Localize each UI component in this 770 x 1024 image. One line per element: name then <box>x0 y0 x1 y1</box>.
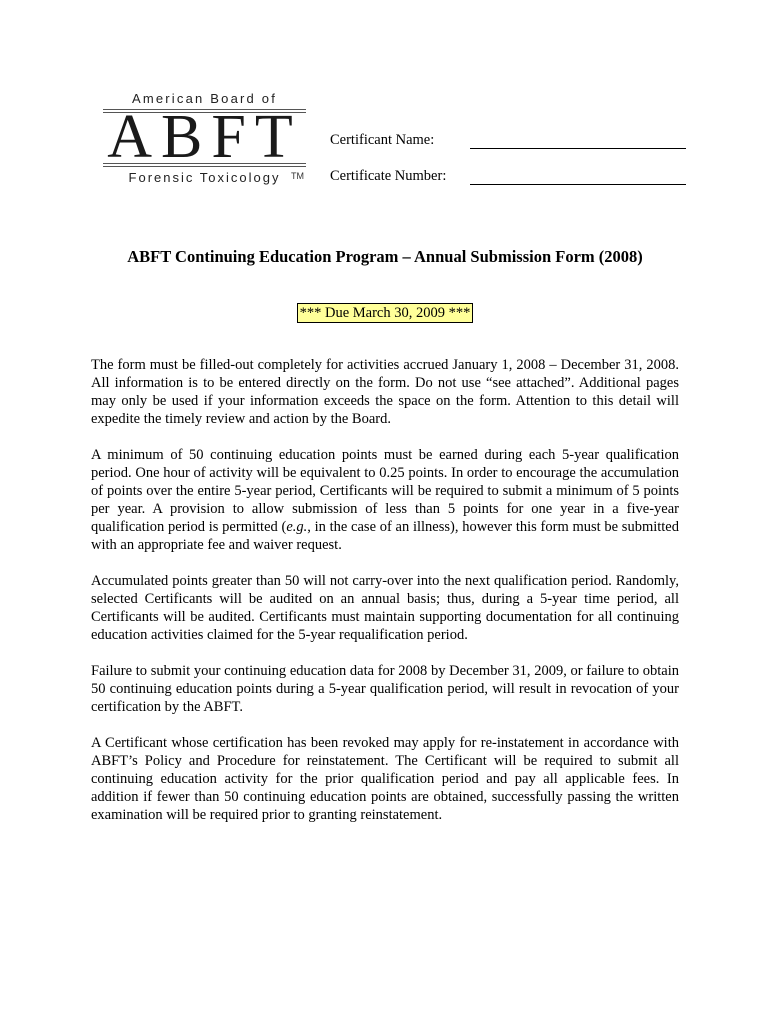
trademark-mark: TM <box>291 171 304 181</box>
page-title: ABFT Continuing Education Program – Annual Submission Form (2008) <box>127 247 643 266</box>
paragraph-minimum-points <box>91 446 679 554</box>
paragraph-audit-policy: Accumulated points greater than 50 will not carry-over into the next qualification period. Randomly, selected Certificants will be audited on an annual basis; thus, during a 5-year time period, all Certificants will be audited. Certificants must maintain supporting documentation for all continuing education activities claimed for the 5-year requalification period. <box>91 573 679 643</box>
logo-bottom-text: Forensic Toxicology <box>128 170 281 185</box>
certificant-name-row <box>330 132 690 154</box>
certificate-number-label: Certificate Number: <box>330 168 447 184</box>
certificant-name-label: Certificant Name: <box>330 132 435 148</box>
certificant-name-field[interactable] <box>470 148 686 149</box>
paragraph-submission-instructions: The form must be filled-out completely for activities accrued January 1, 2008 – December 31, 2008. All information is to be entered directly on the form. Do not use “see attached”. Additional pages may only be used if your information exceeds the space on the form. Attention to this detail will expedite the timely review and action by the Board. <box>91 357 679 427</box>
certificate-number-field[interactable] <box>470 184 686 185</box>
paragraph-minimum-points-italic: e.g. <box>286 519 308 535</box>
instructions-body <box>91 356 679 842</box>
paragraph-reinstatement: A Certificant whose certification has been revoked may apply for re-instatement in accordance with ABFT’s Policy and Procedure for reinstatement. The Certificant will be required to submit all continuing education activity for the prior qualification period and pay all applicable fees. In addition if fewer than 50 continuing education points are obtained, successfully passing the written examination will be required prior to granting reinstatement. <box>91 735 679 823</box>
logo-rule-bottom-inner <box>103 163 306 164</box>
logo-top-text: American Board of <box>131 91 278 106</box>
paragraph-minimum-points-part1: A minimum of 50 continuing education points must be earned during each 5-year qualification period. One hour of activity will be equivalent to 0.25 points. In order to encourage the accumulation of points over the entire 5-year period, Certificants will be required to submit a minimum of 5 points per year. A provision to allow submission of less than 5 points for one year in a five-year qualification period is permitted ( <box>91 447 679 535</box>
paragraph-revocation: Failure to submit your continuing education data for 2008 by December 31, 2009, or failure to obtain 50 continuing education points during a 5-year qualification period, will result in revocation of your certification by the ABFT. <box>91 663 679 715</box>
due-date-badge: *** Due March 30, 2009 *** <box>297 303 474 323</box>
due-notice-wrapper <box>0 303 770 323</box>
certificate-number-row <box>330 168 690 190</box>
abft-logo <box>103 88 315 192</box>
logo-rule-bottom-outer <box>103 166 306 167</box>
paragraph-minimum-points-part2: , in the case of an illness), however this form must be submitted with an appropriate fee and waiver request. <box>91 519 679 553</box>
logo-main-text: ABFT <box>107 103 302 171</box>
